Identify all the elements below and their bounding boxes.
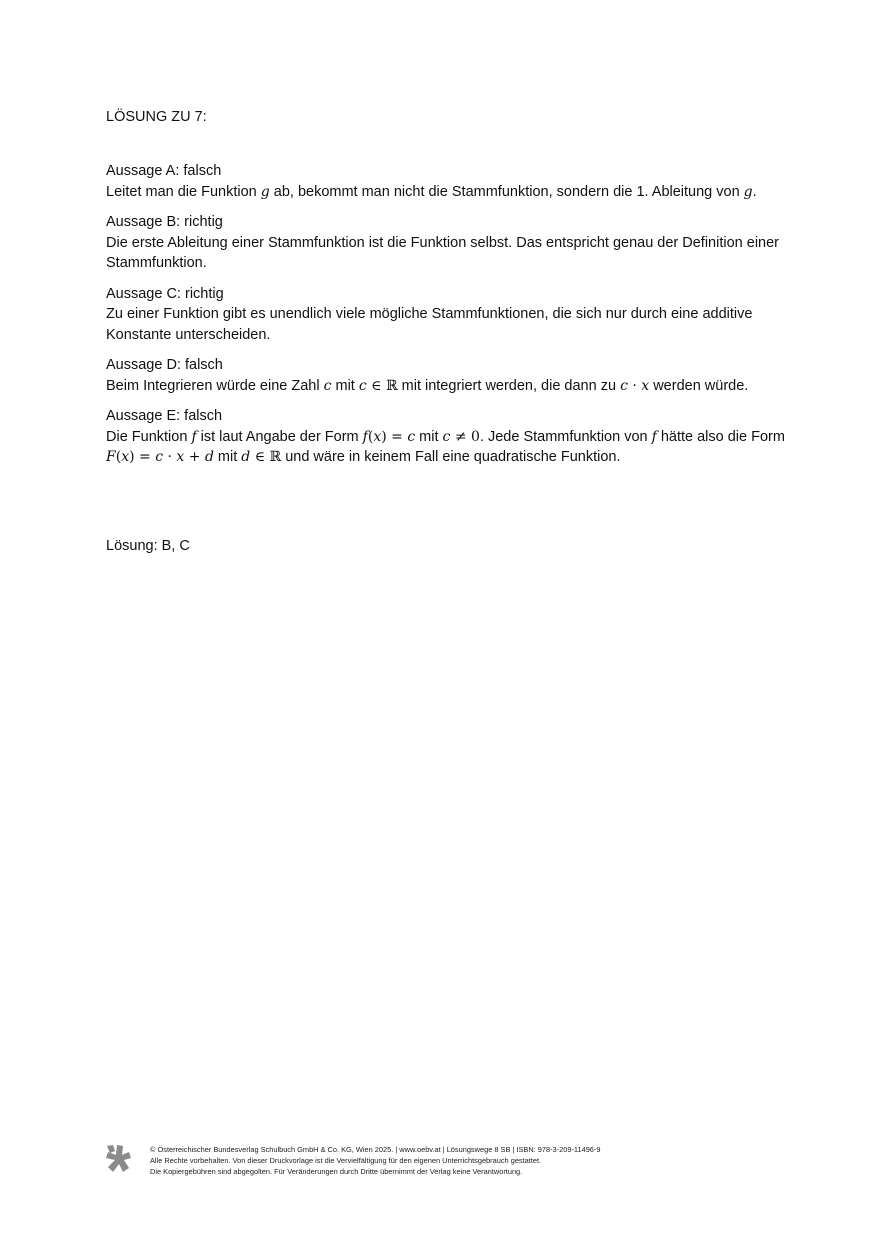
solution-heading: LÖSUNG ZU 7: [106,109,207,125]
math-symbol: ( [115,449,122,465]
math-symbol: ( [367,428,374,445]
statement-b [106,212,796,274]
math-symbol: · [627,377,642,394]
math-symbol: + [184,449,205,465]
statement-title: Aussage C: richtig [106,285,224,302]
statement-e [106,406,796,468]
math-symbol: ) = [129,449,156,465]
math-variable: f [362,428,368,445]
math-symbol: · [163,449,177,465]
copyright-line-2: Alle Rechte vorbehalten. Von dieser Druckvorlage ist die Vervielfältigung für den eigenen Unterrichtsgebrauch gestattet. [150,1156,542,1165]
math-variable: F [106,449,116,465]
math-variable: x [121,449,130,465]
statement-c [106,284,796,346]
math-variable: c [407,428,416,445]
math-variable: g [743,183,753,200]
math-variable: c [358,377,367,394]
math-variable: c [323,377,332,394]
page-footer [104,1142,804,1182]
math-symbol: ≠ 0 [450,428,480,445]
statement-text: Leitet man die Funktion g ab, bekommt man nicht die Stammfunktion, sondern die 1. Ableitung von g. [106,183,757,200]
oebv-logo-icon [104,1144,136,1176]
math-variable: x [373,428,382,445]
statement-a [106,161,796,202]
copyright-line-1: © Österreichischer Bundesverlag Schulbuch GmbH & Co. KG, Wien 2025. | www.oebv.at | Lösungswege 8 SB | ISBN: 978-3-209-11496-9 [150,1145,601,1154]
final-answer: Lösung: B, C [106,538,190,554]
math-symbol: ∈ ℝ [366,377,398,394]
statements-list [106,161,796,478]
statement-text: Die erste Ableitung einer Stammfunktion ist die Funktion selbst. Das entspricht genau der Definition einer Stammfunktion. [106,234,779,271]
statement-d [106,355,796,396]
math-variable: g [260,183,270,200]
math-variable: x [641,377,650,394]
math-variable: c [442,428,451,445]
math-variable: x [176,449,185,465]
statement-text: Die Funktion f ist laut Angabe der Form f(x) = c mit c ≠ 0. Jede Stammfunktion von f hätte also die Form F(x) = c · x + d mit d ∈ ℝ und wäre in keinem Fall eine quadratische Funktion. [106,428,785,465]
statement-text: Beim Integrieren würde eine Zahl c mit c ∈ ℝ mit integriert werden, die dann zu c · x werden würde. [106,377,749,394]
statement-title: Aussage B: richtig [106,214,223,230]
math-variable: c [620,377,628,394]
math-variable: d [204,449,214,465]
math-variable: f [651,428,657,445]
math-variable: f [191,428,197,445]
statement-title: Aussage E: falsch [106,408,223,424]
math-variable: d [241,449,251,465]
copyright-notice [150,1144,601,1177]
statement-text: Zu einer Funktion gibt es unendlich viele mögliche Stammfunktionen, die sich nur durch eine additive Konstante unterscheiden. [106,306,753,343]
math-symbol: ) = [381,428,408,445]
copyright-line-3: Die Kopiergebühren sind abgegolten. Für Veränderungen durch Dritte übernimmt der Verlag keine Verantwortung. [150,1167,523,1176]
statement-title: Aussage D: falsch [106,357,223,373]
math-symbol: ∈ ℝ [250,449,282,465]
statement-title: Aussage A: falsch [106,163,222,179]
math-variable: c [155,449,164,465]
